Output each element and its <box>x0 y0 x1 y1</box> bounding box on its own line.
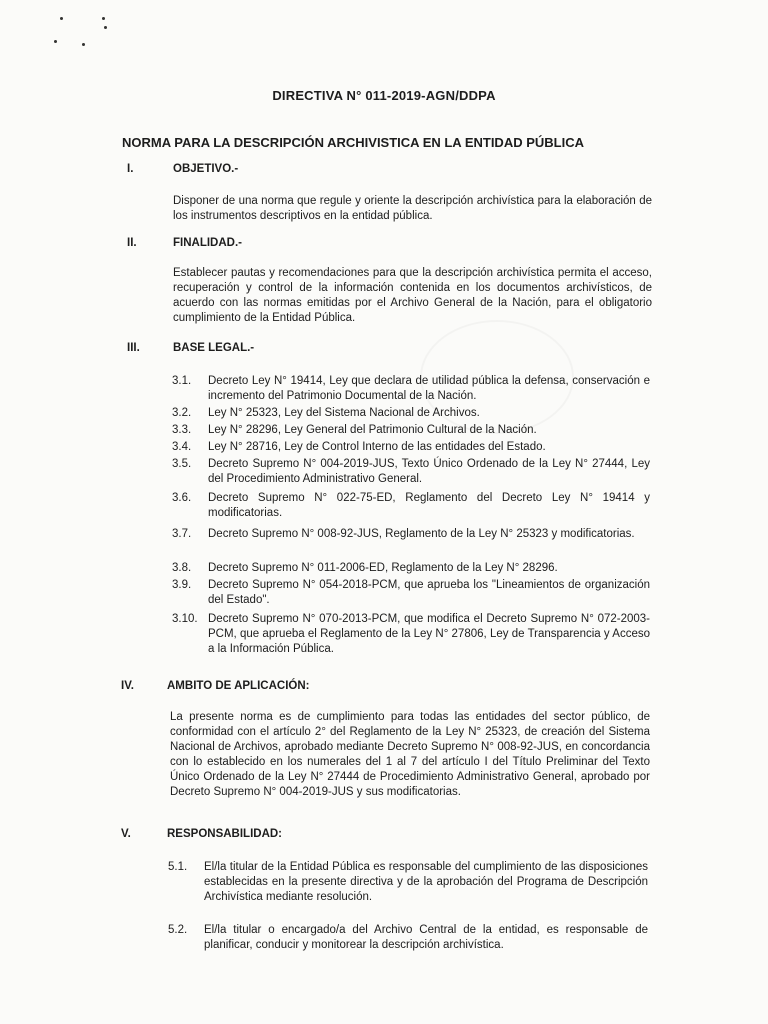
item-text: Ley N° 25323, Ley del Sistema Nacional de Archivos. <box>208 407 480 419</box>
item-number: 5.2. <box>168 924 188 936</box>
section-title: FINALIDAD.- <box>173 237 242 249</box>
list-item <box>172 527 650 542</box>
item-number: 3.1. <box>172 375 192 387</box>
section-number: V. <box>121 828 131 840</box>
ambito-paragraph: La presente norma es de cumplimiento para todas las entidades del sector público, de conformidad con el artículo 2° del Reglamento de la Ley N° 25323, de creación del Sistema Nacional de Archivos, aprobado mediante Decreto Supremo N° 008-92-JUS, en concordancia con lo establecido en los numerales del 1 al 7 del artículo I del Título Preliminar del Texto Único Ordenado de la Ley N° 27444 de Procedimiento Administrativo General, aprobado por Decreto Supremo N° 004-2019-JUS y sus modificatorias. <box>170 711 650 798</box>
finalidad-paragraph: Establecer pautas y recomendaciones para que la descripción archivística permita el acceso, recuperación y control de la información contenida en los documentos archivísticos, de acuerdo con las normas emitidas por el Archivo General de la Nación, para el obligatorio cumplimiento de la Entidad Pública. <box>173 267 652 324</box>
item-text: Decreto Supremo N° 022-75-ED, Reglamento del Decreto Ley N° 19414 y modificatorias. <box>208 492 650 519</box>
item-number: 3.5. <box>172 458 192 470</box>
document-title: DIRECTIVA N° 011-2019-AGN/DDPA <box>272 88 496 103</box>
item-text: Decreto Supremo N° 070-2013-PCM, que modifica el Decreto Supremo N° 072-2003-PCM, que aprueba el Reglamento de la Ley N° 27806, Ley de Transparencia y Acceso a la Información Pública. <box>208 613 650 655</box>
list-item <box>172 578 650 608</box>
section-title: BASE LEGAL.- <box>173 342 255 354</box>
scan-speck <box>102 17 105 20</box>
item-number: 3.4. <box>172 441 192 453</box>
section-heading-base-legal <box>127 342 254 354</box>
section-number: II. <box>127 237 137 249</box>
item-number: 3.8. <box>172 562 192 574</box>
item-text: Decreto Ley N° 19414, Ley que declara de utilidad pública la defensa, conservación e incremento del Patrimonio Documental de la Nación. <box>208 375 650 402</box>
section-number: III. <box>127 342 140 354</box>
item-text: Decreto Supremo N° 008-92-JUS, Reglamento de la Ley N° 25323 y modificatorias. <box>208 528 635 540</box>
list-item <box>168 923 648 953</box>
item-number: 3.7. <box>172 528 192 540</box>
section-title: OBJETIVO.- <box>173 163 239 175</box>
item-number: 3.9. <box>172 579 192 591</box>
item-text: Ley N° 28296, Ley General del Patrimonio Cultural de la Nación. <box>208 424 537 436</box>
scan-speck <box>54 40 57 43</box>
item-number: 3.6. <box>172 492 192 504</box>
section-title: AMBITO DE APLICACIÓN: <box>167 680 310 692</box>
item-text: Decreto Supremo N° 004-2019-JUS, Texto Único Ordenado de la Ley N° 27444, Ley del Procedimiento Administrativo General. <box>208 458 650 485</box>
section-heading-responsabilidad <box>121 828 282 840</box>
list-item <box>172 491 650 521</box>
section-heading-ambito <box>121 680 309 692</box>
list-item <box>172 612 650 657</box>
list-item <box>172 374 650 404</box>
list-item <box>172 440 650 455</box>
list-item <box>172 561 650 576</box>
item-text: El/la titular de la Entidad Pública es responsable del cumplimiento de las disposiciones establecidas en la presente directiva y de la aprobación del Programa de Descripción Archivística mediante resolución. <box>204 861 648 903</box>
item-text: Decreto Supremo N° 011-2006-ED, Reglamento de la Ley N° 28296. <box>208 562 558 574</box>
item-number: 3.10. <box>172 613 198 625</box>
scan-speck <box>82 43 85 46</box>
scan-speck <box>104 26 107 29</box>
item-text: El/la titular o encargado/a del Archivo Central de la entidad, es responsable de planificar, conducir y monitorear la descripción archivística. <box>204 924 648 951</box>
item-number: 3.3. <box>172 424 192 436</box>
section-number: I. <box>127 163 134 175</box>
list-item <box>172 406 650 421</box>
item-number: 5.1. <box>168 861 188 873</box>
scan-speck <box>60 17 63 20</box>
item-number: 3.2. <box>172 407 192 419</box>
section-number: IV. <box>121 680 135 692</box>
list-item <box>168 860 648 905</box>
item-text: Ley N° 28716, Ley de Control Interno de las entidades del Estado. <box>208 441 546 453</box>
document-subtitle: NORMA PARA LA DESCRIPCIÓN ARCHIVISTICA EN LA ENTIDAD PÚBLICA <box>122 135 584 150</box>
item-text: Decreto Supremo N° 054-2018-PCM, que aprueba los "Lineamientos de organización del Estado". <box>208 579 650 606</box>
list-item <box>172 423 650 438</box>
section-title: RESPONSABILIDAD: <box>167 828 283 840</box>
list-item <box>172 457 650 487</box>
section-heading-finalidad <box>127 237 242 249</box>
section-heading-objetivo <box>127 163 238 175</box>
objetivo-paragraph: Disponer de una norma que regule y oriente la descripción archivística para la elaboración de los instrumentos descriptivos en la entidad pública. <box>173 195 652 222</box>
